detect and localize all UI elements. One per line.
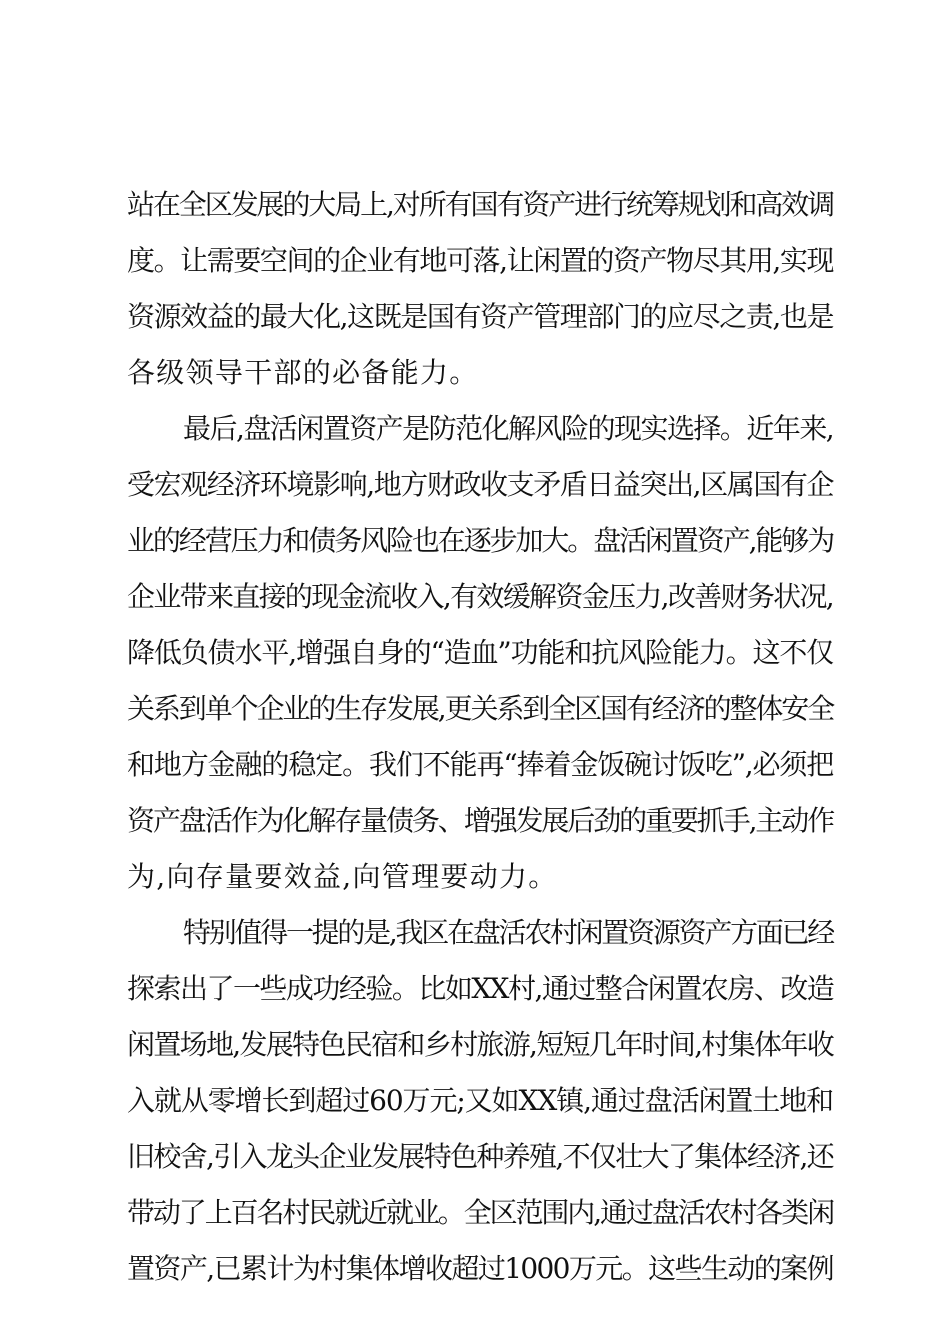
- text-line: 最后,盘活闲置资产是防范化解风险的现实选择。近年来,: [183, 412, 833, 445]
- text-line: 降低负债水平,增强自身的“造血”功能和抗风险能力。这不仅: [127, 636, 833, 669]
- text-line: 旧校舍,引入龙头企业发展特色种养殖,不仅壮大了集体经济,还: [127, 1140, 833, 1173]
- text-line: 资源效益的最大化,这既是国有资产管理部门的应尽之责,也是: [127, 300, 833, 333]
- paragraph-continuation: [127, 177, 833, 401]
- text-line: 带动了上百名村民就近就业。全区范围内,通过盘活农村各类闲: [127, 1196, 834, 1229]
- text-line: 置资产,已累计为村集体增收超过1000万元。这些生动的案例: [127, 1252, 833, 1285]
- text-line: 业的经营压力和债务风险也在逐步加大。盘活闲置资产,能够为: [127, 524, 834, 557]
- document-body: [127, 177, 833, 1297]
- paragraph-risk: [127, 401, 833, 905]
- text-line: 各级领导干部的必备能力。: [127, 356, 479, 389]
- text-line: 特别值得一提的是,我区在盘活农村闲置资源资产方面已经: [183, 916, 833, 949]
- text-line: 探索出了一些成功经验。比如XX村,通过整合闲置农房、改造: [127, 972, 833, 1005]
- text-line: 入就从零增长到超过60万元;又如XX镇,通过盘活闲置土地和: [127, 1084, 833, 1117]
- text-line: 资产盘活作为化解存量债务、增强发展后劲的重要抓手,主动作: [127, 804, 834, 837]
- text-line: 度。让需要空间的企业有地可落,让闲置的资产物尽其用,实现: [127, 244, 833, 277]
- text-line: 受宏观经济环境影响,地方财政收支矛盾日益突出,区属国有企: [127, 468, 833, 501]
- text-line: 站在全区发展的大局上,对所有国有资产进行统筹规划和高效调: [127, 188, 834, 221]
- text-line: 企业带来直接的现金流收入,有效缓解资金压力,改善财务状况,: [127, 580, 833, 613]
- text-line: 和地方金融的稳定。我们不能再“捧着金饭碗讨饭吃”,必须把: [127, 748, 833, 781]
- text-line: 关系到单个企业的生存发展,更关系到全区国有经济的整体安全: [127, 692, 834, 725]
- text-line: 闲置场地,发展特色民宿和乡村旅游,短短几年时间,村集体年收: [127, 1028, 833, 1061]
- text-line: 为,向存量要效益,向管理要动力。: [127, 860, 558, 893]
- paragraph-rural-experience: [127, 905, 833, 1297]
